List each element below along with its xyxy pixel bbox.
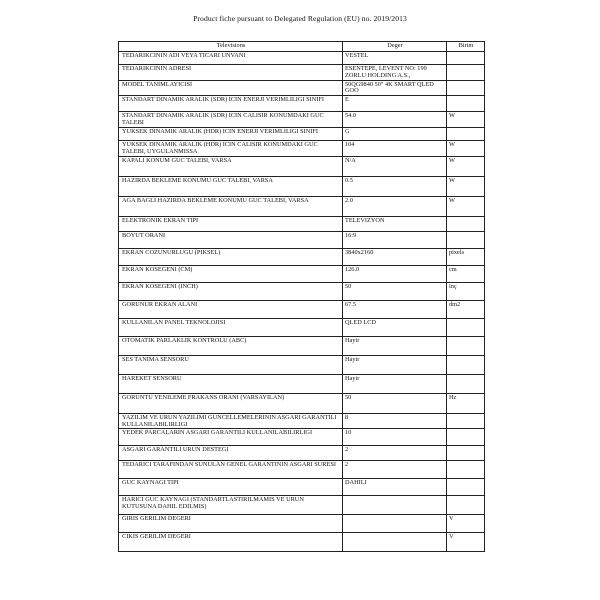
row-unit — [447, 318, 485, 336]
table-row — [119, 300, 485, 318]
row-label: EKRAN KOSEGENI (CM) — [119, 265, 343, 282]
row-label: TEDARIKCININ ADI VEYA TICARI UNVANI — [119, 52, 343, 65]
row-label: OTOMATIK PARLAKLIK KONTROLU (ABC) — [119, 336, 343, 355]
row-unit: pixels — [447, 248, 485, 265]
table-row — [119, 515, 485, 533]
table-row — [119, 216, 485, 231]
table-row — [119, 446, 485, 461]
row-label: MODEL TANIMLAYICISI — [119, 80, 343, 96]
row-label: HAREKET SENSORU — [119, 374, 343, 393]
row-label: GORUNUR EKRAN ALANI — [119, 300, 343, 318]
table-row — [119, 96, 485, 112]
table-row — [119, 156, 485, 176]
row-value: Hayir — [343, 374, 447, 393]
row-unit — [447, 216, 485, 231]
row-unit — [447, 413, 485, 429]
row-value: 54.0 — [343, 112, 447, 128]
row-value: 8 — [343, 413, 447, 429]
row-unit — [447, 461, 485, 479]
row-label: YAZILIM VE URUN YAZILIMI GUNCELLEMELERININ ASGARI GARANTILI KULLANILABILIRLIGI — [119, 413, 343, 429]
row-unit — [447, 496, 485, 515]
table-row — [119, 318, 485, 336]
row-label: EKRAN COZUNURLUGU (PIKSEL) — [119, 248, 343, 265]
row-label: STANDART DINAMIK ARALIK (SDR) ICIN ENERJI VERIMLILIGI SINIFI — [119, 96, 343, 112]
table-row — [119, 248, 485, 265]
product-fiche-table — [118, 41, 485, 552]
row-label: YUKSEK DINAMIK ARALIK (HDR) ICIN ENERJI VERIMLILIGI SINIFI — [119, 127, 343, 140]
table-row — [119, 461, 485, 479]
row-label: BOYUT ORANI — [119, 231, 343, 248]
row-value: E — [343, 96, 447, 112]
row-value: 50 — [343, 393, 447, 413]
column-header-birim: Birim — [447, 42, 485, 52]
table-body — [119, 52, 485, 552]
table-row — [119, 265, 485, 282]
row-value: TELEVIZYON — [343, 216, 447, 231]
row-value: VESTEL — [343, 52, 447, 65]
row-value — [343, 533, 447, 552]
table-row — [119, 80, 485, 96]
row-label: AGA BAGLI HAZIRDA BEKLEME KONUMU GUC TALEBI, VARSA — [119, 196, 343, 216]
table-row — [119, 429, 485, 446]
table-row — [119, 196, 485, 216]
row-unit: W — [447, 156, 485, 176]
row-value: 67.5 — [343, 300, 447, 318]
row-value: 10 — [343, 429, 447, 446]
row-unit — [447, 479, 485, 496]
row-value: G — [343, 127, 447, 140]
row-value: 2.0 — [343, 196, 447, 216]
row-unit — [447, 127, 485, 140]
table-row — [119, 112, 485, 128]
row-value: 16:9 — [343, 231, 447, 248]
table-row — [119, 231, 485, 248]
table-row — [119, 65, 485, 81]
row-label: SES TANIMA SENSORU — [119, 355, 343, 374]
row-label: GIRIS GERILIM DEGERI — [119, 515, 343, 533]
table-row — [119, 52, 485, 65]
row-label: EKRAN KOSEGENI (INCH) — [119, 282, 343, 300]
row-unit: Hz — [447, 393, 485, 413]
row-unit: cm — [447, 265, 485, 282]
row-unit — [447, 96, 485, 112]
row-value: 104 — [343, 140, 447, 156]
row-label: HARICI GUC KAYNAGI (STANDARTLASTIRILMAMIS VE URUN KUTUSUNA DAHIL EDILMIS) — [119, 496, 343, 515]
row-label: ASGARI GARANTILI URUN DESTEGI — [119, 446, 343, 461]
row-label: KAPALI KONUM GUC TALEBI, VARSA — [119, 156, 343, 176]
row-value: 2 — [343, 446, 447, 461]
row-unit: V — [447, 515, 485, 533]
row-unit — [447, 231, 485, 248]
row-value: 126.0 — [343, 265, 447, 282]
row-label: KULLANILAN PANEL TEKNOLOJISI — [119, 318, 343, 336]
row-unit: W — [447, 196, 485, 216]
row-value: ESENTEPE, LEVENT NO: 199 ZORLU HOLDING A.S., — [343, 65, 447, 81]
row-unit: V — [447, 533, 485, 552]
column-header-deger: Deger — [343, 42, 447, 52]
row-value: N/A — [343, 156, 447, 176]
row-label: YEDEK PARCALARIN ASGARI GARANTILI KULLANILABILIRLIGI — [119, 429, 343, 446]
table-row — [119, 393, 485, 413]
table-row — [119, 127, 485, 140]
row-label: CIKIS GERILIM DEGERI — [119, 533, 343, 552]
row-label: YUKSEK DINAMIK ARALIK (HDR) ICIN CALISIR KONUMDAKI GUC TALEBI, UYGULANMISSA — [119, 140, 343, 156]
row-unit: dm2 — [447, 300, 485, 318]
row-unit — [447, 65, 485, 81]
row-value: 50QG9840 50" 4K SMART QLED GOO — [343, 80, 447, 96]
table-row — [119, 496, 485, 515]
row-unit — [447, 355, 485, 374]
row-unit — [447, 336, 485, 355]
table-row — [119, 479, 485, 496]
row-unit — [447, 446, 485, 461]
row-value: 50 — [343, 282, 447, 300]
table-row — [119, 374, 485, 393]
row-unit: W — [447, 176, 485, 196]
row-label: STANDART DINAMIK ARALIK (SDR) ICIN CALISIR KONUMDAKI GUC TALEBI — [119, 112, 343, 128]
table-row — [119, 140, 485, 156]
row-value: Hayir — [343, 355, 447, 374]
table-row — [119, 413, 485, 429]
table-row — [119, 336, 485, 355]
row-value: 2 — [343, 461, 447, 479]
table-row — [119, 176, 485, 196]
row-unit — [447, 52, 485, 65]
row-label: HAZIRDA BEKLEME KONUMU GUC TALEBI, VARSA — [119, 176, 343, 196]
row-unit — [447, 80, 485, 96]
row-value: Hayir — [343, 336, 447, 355]
table-row — [119, 533, 485, 552]
row-label: GORUNTU YENILEME FRAKANS ORANI (VARSAYILAN) — [119, 393, 343, 413]
row-unit — [447, 429, 485, 446]
row-label: GUC KAYNAGI TIPI — [119, 479, 343, 496]
row-value — [343, 496, 447, 515]
row-value: DAHILI — [343, 479, 447, 496]
row-unit — [447, 374, 485, 393]
row-value: 0.5 — [343, 176, 447, 196]
row-value — [343, 515, 447, 533]
table-row — [119, 282, 485, 300]
table-row — [119, 355, 485, 374]
row-label: ELEKTRONIK EKRAN TIPI — [119, 216, 343, 231]
row-value: 3840x2160 — [343, 248, 447, 265]
table-header-row — [119, 42, 485, 52]
row-value: QLED LCD — [343, 318, 447, 336]
row-unit: W — [447, 140, 485, 156]
row-label: TEDARIKCININ ADRESI — [119, 65, 343, 81]
row-label: TEDARICI TARAFINDAN SUNULAN GENEL GARANTININ ASGARI SURESI — [119, 461, 343, 479]
document-title: Product fiche pursuant to Delegated Regulation (EU) no. 2019/2013 — [193, 14, 407, 23]
row-unit: inç — [447, 282, 485, 300]
row-unit: W — [447, 112, 485, 128]
column-header-televisions: Televisions — [119, 42, 343, 52]
